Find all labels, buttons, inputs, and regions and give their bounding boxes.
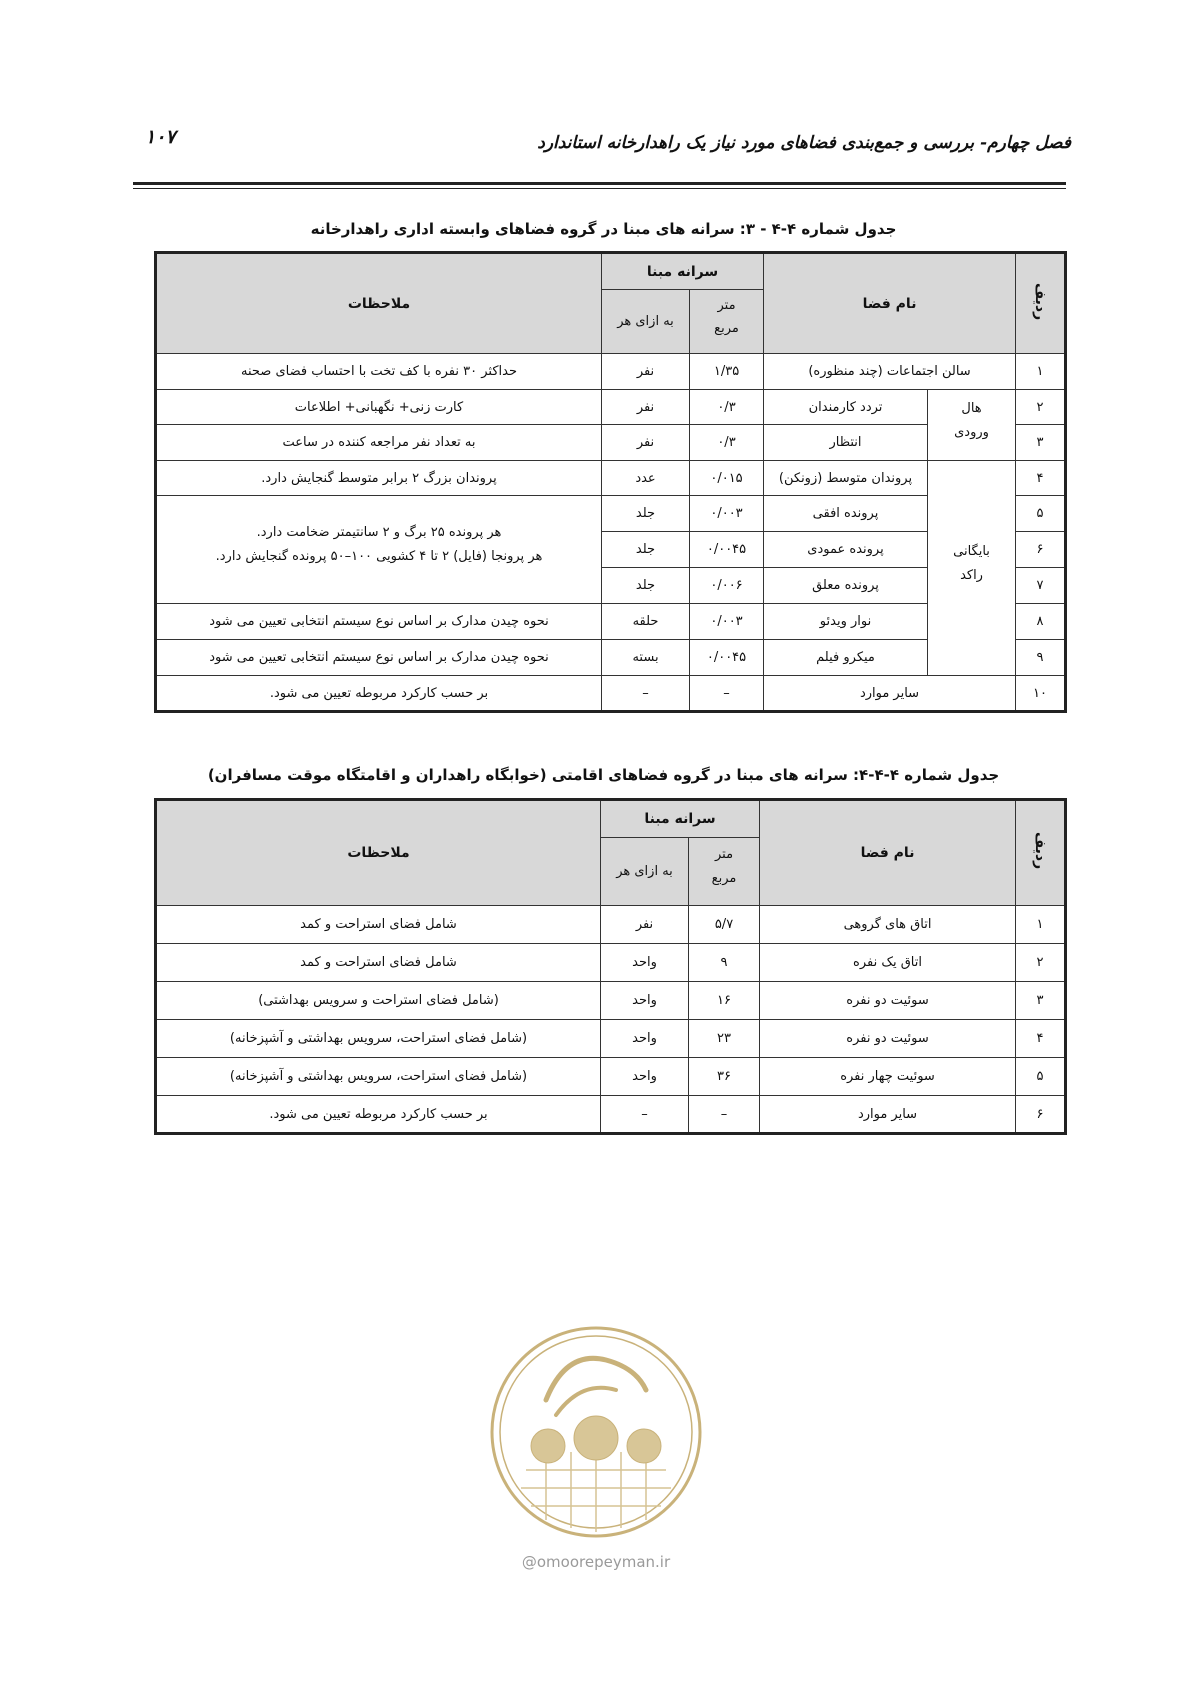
header-row-number: ردیف: [1016, 800, 1066, 906]
row-number: ۲: [1016, 944, 1066, 982]
page-number: ۱۰۷: [145, 126, 176, 148]
space-name: سوئیت دو نفره: [760, 1020, 1016, 1058]
space-name: پرونده افقی: [764, 496, 928, 532]
table-row: [156, 982, 1066, 1020]
table-header-row: [156, 800, 1066, 838]
space-name: پرونده معلق: [764, 568, 928, 604]
notes-cell: بر حسب کارکرد مربوطه تعیین می شود.: [156, 1096, 601, 1134]
sqm-value: ۰/۳: [690, 425, 764, 461]
unit-value: جلد: [602, 532, 690, 568]
table-row: [156, 1096, 1066, 1134]
unit-value: –: [601, 1096, 689, 1134]
header-notes: ملاحظات: [156, 800, 601, 906]
space-name: نوار ویدئو: [764, 604, 928, 640]
sqm-value: ۰/۰۰۳: [690, 604, 764, 640]
header-per-capita: سرانه مبنا: [602, 253, 764, 290]
header-square-meter: متر مربع: [689, 838, 760, 906]
header-space-name: نام فضا: [764, 253, 1016, 354]
table-row: [156, 944, 1066, 982]
sqm-value: ۱۶: [689, 982, 760, 1020]
unit-value: نفر: [602, 354, 690, 390]
row-number: ۶: [1016, 532, 1066, 568]
unit-value: واحد: [601, 1020, 689, 1058]
space-name: سایر موارد: [764, 676, 1016, 712]
row-number: ۴: [1016, 1020, 1066, 1058]
space-name: سوئیت چهار نفره: [760, 1058, 1016, 1096]
table-row: [156, 676, 1066, 712]
unit-value: نفر: [602, 390, 690, 425]
sqm-value: ۹: [689, 944, 760, 982]
header-per-unit: به ازای هر: [602, 290, 690, 354]
unit-value: واحد: [601, 1058, 689, 1096]
space-name: اتاق های گروهی: [760, 906, 1016, 944]
header-per-unit: به ازای هر: [601, 838, 689, 906]
notes-cell: شامل فضای استراحت و کمد: [156, 944, 601, 982]
space-name: پروندان متوسط (زونکن): [764, 461, 928, 496]
row-number: ۸: [1016, 604, 1066, 640]
unit-value: بسته: [602, 640, 690, 676]
notes-cell: بر حسب کارکرد مربوطه تعیین می شود.: [156, 676, 602, 712]
unit-value: جلد: [602, 496, 690, 532]
space-name: سوئیت دو نفره: [760, 982, 1016, 1020]
unit-value: واحد: [601, 944, 689, 982]
sqm-value: ۳۶: [689, 1058, 760, 1096]
header-row-number: ردیف: [1016, 253, 1066, 354]
table-row: [156, 354, 1066, 390]
header-space-name: نام فضا: [760, 800, 1016, 906]
row-number: ۱۰: [1016, 676, 1066, 712]
unit-value: جلد: [602, 568, 690, 604]
sqm-value: ۵/۷: [689, 906, 760, 944]
space-name: پرونده عمودی: [764, 532, 928, 568]
table1: [154, 251, 1067, 713]
table-row: [156, 1058, 1066, 1096]
row-number: ۳: [1016, 425, 1066, 461]
table-row: [156, 390, 1066, 425]
sqm-value: –: [689, 1096, 760, 1134]
space-name: سایر موارد: [760, 1096, 1016, 1134]
sqm-value: –: [690, 676, 764, 712]
notes-cell: کارت زنی+ نگهبانی+ اطلاعات: [156, 390, 602, 425]
table-row: [156, 1020, 1066, 1058]
group-archive: بایگانی راکد: [928, 461, 1016, 676]
header-rule: [133, 182, 1066, 185]
header-per-capita: سرانه مبنا: [601, 800, 760, 838]
space-name: سالن اجتماعات (چند منظوره): [764, 354, 1016, 390]
unit-value: نفر: [602, 425, 690, 461]
table-row: [156, 906, 1066, 944]
row-number: ۵: [1016, 1058, 1066, 1096]
sqm-value: ۰/۰۱۵: [690, 461, 764, 496]
watermark-stamp-logo: [486, 1320, 706, 1545]
group-hall-entrance: هال ورودی: [928, 390, 1016, 461]
notes-cell: نحوه چیدن مدارک بر اساس نوع سیستم انتخابی تعیین می شود: [156, 604, 602, 640]
row-number: ۵: [1016, 496, 1066, 532]
row-number: ۱: [1016, 354, 1066, 390]
notes-cell: (شامل فضای استراحت و سرویس بهداشتی): [156, 982, 601, 1020]
sqm-value: ۲۳: [689, 1020, 760, 1058]
notes-cell: (شامل فضای استراحت، سرویس بهداشتی و آشپزخانه): [156, 1020, 601, 1058]
row-number: ۴: [1016, 461, 1066, 496]
table2-caption: جدول شماره ۴-۴-۴: سرانه های مبنا در گروه فضاهای اقامتی (خوابگاه راهداران و اقامتگاه موقت مسافران): [207, 766, 1000, 784]
table-header-row: [156, 253, 1066, 290]
row-number: ۱: [1016, 906, 1066, 944]
notes-cell: حداکثر ۳۰ نفره با کف تخت با احتساب فضای صحنه: [156, 354, 602, 390]
header-notes: ملاحظات: [156, 253, 602, 354]
space-name: انتظار: [764, 425, 928, 461]
notes-cell: نحوه چیدن مدارک بر اساس نوع سیستم انتخابی تعیین می شود: [156, 640, 602, 676]
sqm-value: ۰/۰۰۴۵: [690, 640, 764, 676]
unit-value: حلقه: [602, 604, 690, 640]
row-number: ۶: [1016, 1096, 1066, 1134]
notes-cell: شامل فضای استراحت و کمد: [156, 906, 601, 944]
space-name: میکرو فیلم: [764, 640, 928, 676]
sqm-value: ۰/۳: [690, 390, 764, 425]
table1-caption: جدول شماره ۴-۴ - ۳: سرانه های مبنا در گروه فضاهای وابسته اداری راهدارخانه: [310, 220, 897, 238]
unit-value: واحد: [601, 982, 689, 1020]
unit-value: عدد: [602, 461, 690, 496]
space-name: اتاق یک نفره: [760, 944, 1016, 982]
row-number: ۳: [1016, 982, 1066, 1020]
row-number: ۷: [1016, 568, 1066, 604]
table2: [154, 798, 1067, 1135]
sqm-value: ۱/۳۵: [690, 354, 764, 390]
sqm-value: ۰/۰۰۳: [690, 496, 764, 532]
notes-cell: به تعداد نفر مراجعه کننده در ساعت: [156, 425, 602, 461]
watermark-url: @omoorepeyman.ir: [521, 1553, 671, 1571]
row-number: ۲: [1016, 390, 1066, 425]
unit-value: نفر: [601, 906, 689, 944]
row-number: ۹: [1016, 640, 1066, 676]
header-rule-thin: [133, 188, 1066, 189]
sqm-value: ۰/۰۰۴۵: [690, 532, 764, 568]
notes-cell: (شامل فضای استراحت، سرویس بهداشتی و آشپزخانه): [156, 1058, 601, 1096]
merged-notes-cell: هر پرونده ۲۵ برگ و ۲ سانتیمتر ضخامت دارد. هر پرونجا (فایل) ۲ تا ۴ کشویی ۱۰۰–۵۰ پرونده گنجایش دارد.: [156, 496, 602, 604]
table-row: [156, 461, 1066, 496]
notes-cell: پروندان بزرگ ۲ برابر متوسط گنجایش دارد.: [156, 461, 602, 496]
chapter-title: فصل چهارم- بررسی و جمع‌بندی فضاهای مورد نیاز یک راهدارخانه استاندارد: [537, 133, 1071, 153]
header-square-meter: متر مربع: [690, 290, 764, 354]
sqm-value: ۰/۰۰۶: [690, 568, 764, 604]
unit-value: –: [602, 676, 690, 712]
space-name: تردد کارمندان: [764, 390, 928, 425]
